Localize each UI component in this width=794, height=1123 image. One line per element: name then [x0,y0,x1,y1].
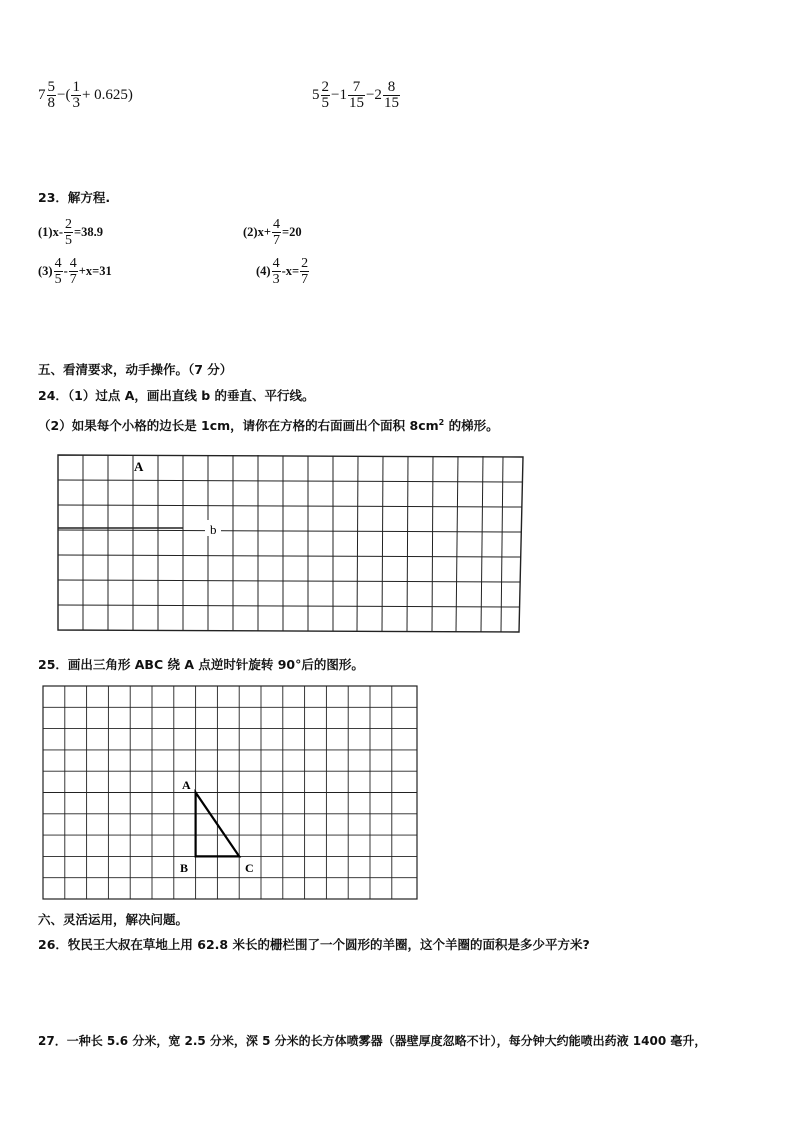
fraction: $\frac{4}{5}$ [54,256,62,287]
fraction: $\frac{4}{3}$ [272,256,280,287]
mixed-whole: 5 [312,87,320,103]
fraction: $\frac{2}{5}$ [321,79,329,111]
equation-4: (4) $\frac{4}{3}$ -x= $\frac{2}{7}$ [256,256,309,287]
fraction: $\frac{5}{8}$ [47,79,55,111]
expression-tail: + 0.625) [81,87,133,103]
line-b-label: b [210,522,217,537]
section-6-title: 六、灵活运用，解决问题。 [38,912,189,927]
triangle-vertex-a: A [182,778,191,792]
triangle-vertex-b: B [180,861,189,875]
equation-3: (3) $\frac{4}{5}$ - $\frac{4}{7}$ +x=31 [38,256,112,287]
question-25-title: 25．画出三角形 ABC 绕 A 点逆时针旋转 90°后的图形。 [38,657,364,672]
fraction: $\frac{1}{3}$ [72,79,80,111]
section-5-title: 五、看清要求，动手操作。（7 分） [38,362,233,377]
mixed-whole: 7 [38,87,46,103]
equation-1: (1)x- $\frac{2}{5}$ =38.9 [38,217,103,248]
question-23-title: 23．解方程. [38,190,111,205]
operator: −( [57,87,71,103]
operator: −2 [365,87,382,103]
fraction: $\frac{4}{7}$ [272,217,280,248]
fraction: $\frac{2}{5}$ [65,217,72,248]
operator: −1 [331,87,347,103]
fraction: $\frac{2}{7}$ [301,256,309,287]
question-26-text: 26．牧民王大叔在草地上用 62.8 米长的栅栏围了一个圆形的羊圈，这个羊圈的面积是多少平方米? [38,937,590,952]
point-a-label: A [134,459,144,474]
fraction: $\frac{8}{15}$ [383,79,399,111]
equation-2: (2)x+ $\frac{4}{7}$ =20 [243,217,302,248]
question-24-line-2: （2）如果每个小格的边长是 1cm，请你在方格的右面画出个面积 $8cm^2$ 的梯形。 [38,417,499,433]
question-24-line-1: 24．（1）过点 A，画出直线 b 的垂直、平行线。 [38,388,315,403]
fraction: $\frac{4}{7}$ [69,256,77,287]
fraction: $\frac{7}{15}$ [348,79,364,111]
triangle-vertex-c: C [245,861,254,875]
question-27-text: 27．一种长 5.6 分米，宽 2.5 分米，深 5 分米的长方体喷雾器（器壁厚度忽略不计），每分钟大约能喷出药液 1400 毫升， [38,1034,707,1048]
